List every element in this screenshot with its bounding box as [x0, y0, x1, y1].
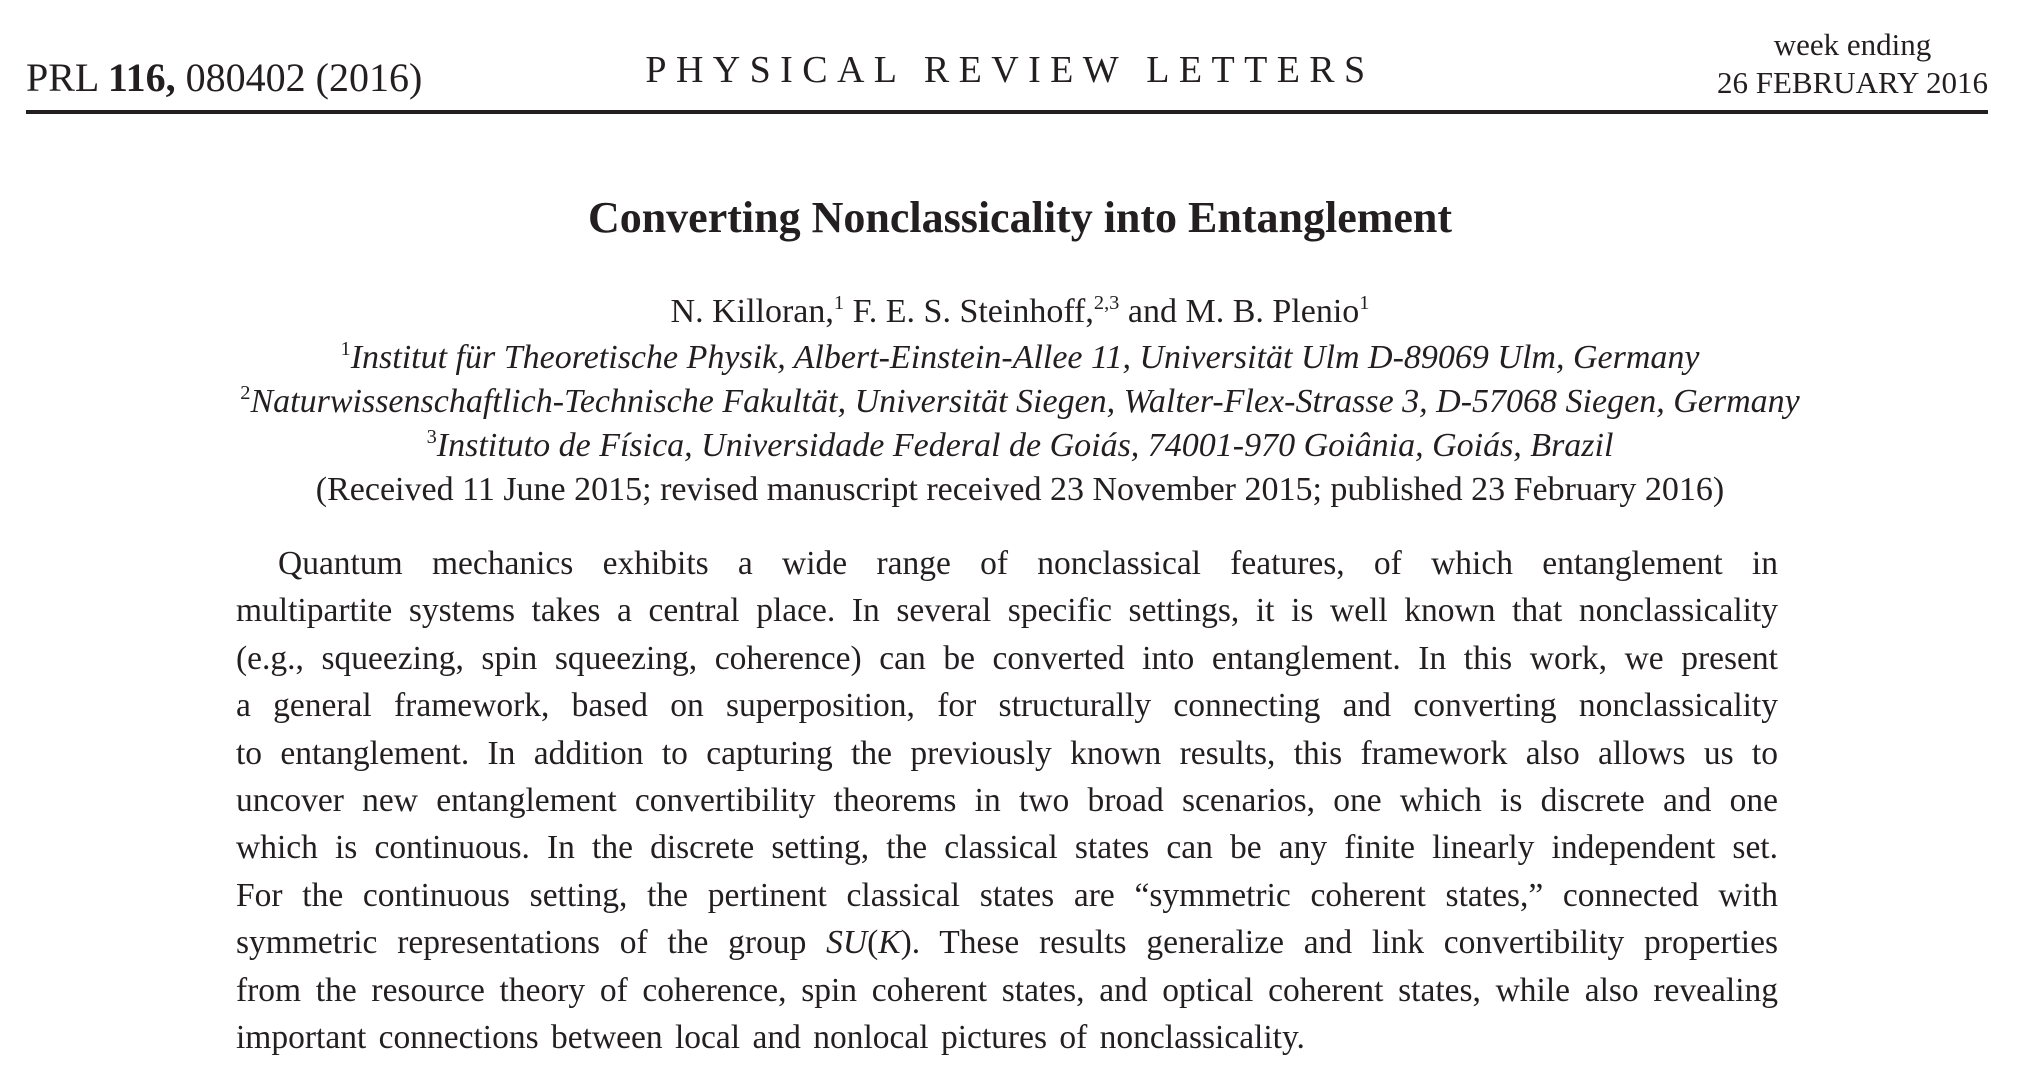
abstract-line: uncover new entanglement convertibility theorems in two broad scenarios, one which is discrete and one: [236, 781, 1778, 819]
week-ending-label: week ending: [1773, 27, 1932, 62]
abstract-line: [236, 919, 1778, 966]
affiliation-number: 1: [340, 337, 351, 360]
affiliation-text: Naturwissenschaftlich-Technische Fakultät, Universität Siegen, Walter-Flex-Strasse 3, D-57068 Siegen, Germany: [250, 383, 1800, 420]
header-rule: [26, 110, 1988, 114]
journal-citation: [26, 56, 422, 100]
article-number: 080402: [185, 55, 306, 100]
math-symbol: K: [878, 924, 901, 962]
abstract-line: from the resource theory of coherence, spin coherent states, and optical coherent states, while also revealing: [236, 971, 1778, 1009]
abstract-line: For the continuous setting, the pertinent classical states are “symmetric coherent states,” connected with: [236, 876, 1778, 914]
week-ending-date: 26 FEBRUARY 2016: [1716, 65, 1988, 100]
affiliation-number: 3: [426, 425, 437, 448]
affiliation-text: Institut für Theoretische Physik, Albert-Einstein-Allee 11, Universität Ulm D-89069 Ulm, Germany: [350, 339, 1700, 376]
affiliation: [0, 336, 2040, 384]
author-name: F. E. S. Steinhoff,: [852, 293, 1094, 330]
author-list: [0, 290, 2040, 338]
abstract-text: . These results generalize and link convertibility properties: [911, 924, 1779, 962]
volume: 116,: [107, 55, 176, 100]
abstract-line: to entanglement. In addition to capturing the previously known results, this framework also allows us to: [236, 734, 1778, 772]
author-affiliation-mark: 1: [833, 291, 845, 314]
math-symbol: S: [826, 924, 843, 962]
abstract-text: symmetric representations of the group: [236, 924, 807, 962]
affiliation: [0, 424, 2040, 472]
author-affiliation-mark: 2,3: [1093, 291, 1120, 314]
received-dates: (Received 11 June 2015; revised manuscript received 23 November 2015; published 23 February 2016): [315, 471, 1725, 508]
author-name: and M. B. Plenio: [1127, 293, 1360, 330]
math-paren: (: [867, 924, 879, 962]
affiliation: [0, 380, 2040, 428]
math-symbol: U: [842, 924, 868, 962]
journal-abbrev: PRL: [26, 55, 98, 100]
author-affiliation-mark: 1: [1359, 291, 1370, 314]
year: (2016): [315, 55, 423, 100]
math-paren: ): [900, 924, 912, 962]
affiliation-text: Instituto de Física, Universidade Federal de Goiás, 74001-970 Goiânia, Goiás, Brazil: [436, 427, 1614, 464]
abstract-line: Quantum mechanics exhibits a wide range of nonclassical features, of which entanglement in: [278, 545, 1778, 582]
abstract-line: (e.g., squeezing, spin squeezing, coherence) can be converted into entanglement. In this work, we present: [236, 639, 1778, 677]
abstract-line: which is continuous. In the discrete setting, the classical states can be any finite linearly independent set.: [236, 829, 1778, 867]
journal-name: PHYSICAL REVIEW LETTERS: [645, 49, 1375, 91]
abstract-line: a general framework, based on superposition, for structurally connecting and converting nonclassicality: [236, 687, 1778, 725]
author-name: N. Killoran,: [670, 293, 834, 330]
issue-date: [1717, 26, 1988, 102]
abstract: [236, 540, 1778, 1061]
paper-title: Converting Nonclassicality into Entanglement: [587, 193, 1453, 242]
abstract-line: multipartite systems takes a central place. In several specific settings, it is well known that nonclassicality: [236, 592, 1778, 630]
affiliation-number: 2: [240, 381, 251, 404]
abstract-line: important connections between local and nonlocal pictures of nonclassicality.: [236, 1018, 1305, 1056]
